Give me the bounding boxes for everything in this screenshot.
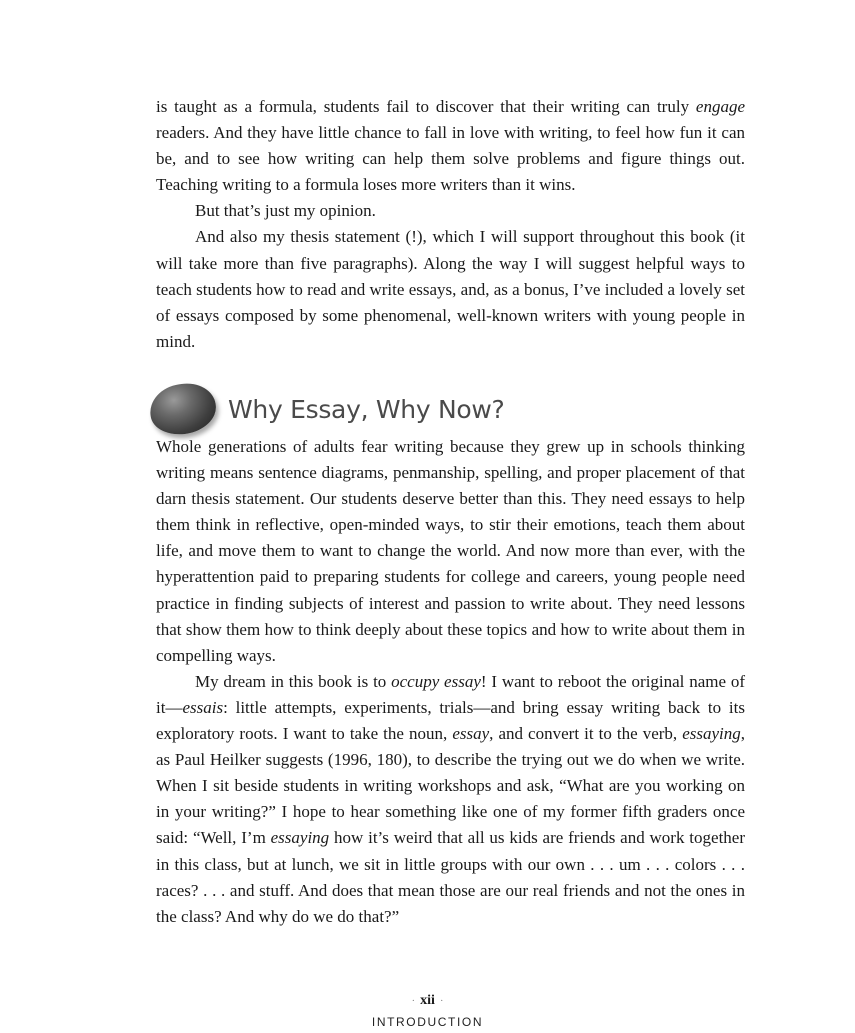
emphasis-text: essaying — [270, 828, 330, 848]
section-title: Why Essay, Why Now? — [228, 394, 505, 424]
text-run: is taught as a formula, students fail to discover that their writing can truly — [156, 97, 696, 116]
dot-icon: · — [411, 995, 416, 1007]
dot-icon: · — [439, 995, 444, 1007]
text-run: , as Paul Heilker suggests (1996, 180), to describe the trying out we do when we write. When I sit beside students in writing workshops and ask, “What are you working on in your writing?” I hope to hear something like one of my former fifth graders once said: “Well, I’m — [156, 724, 746, 848]
text-run: readers. And they have little chance to fall in love with writing, to feel how fun it can be, and to see how writing can help them solve problems and figure things out. Teaching writing to a formula loses more writers than it wins. — [156, 123, 745, 195]
stone-icon — [147, 380, 219, 439]
emphasis-text: essais — [182, 697, 224, 717]
page-number-text: xii — [420, 993, 435, 1008]
body-text-bottom — [156, 434, 745, 930]
emphasis-text: essaying — [682, 724, 741, 744]
page-number — [0, 993, 855, 1009]
paragraph-generations: Whole generations of adults fear writing because they grew up in schools thinking writing means sentence diagrams, penmanship, spelling, and proper placement of that darn thesis statement. Our students deserve better than this. They need essays to help them think in reflective, open-minded ways, to stir their emotions, teach them about life, and move them to want to change the world. And now more than ever, with the hyperattention paid to preparing students for college and careers, young people need practice in finding subjects of interest and passion to write about. They need lessons that show them how to think deeply about these topics and how to write about them in compelling ways. — [156, 437, 745, 665]
text-run: : little attempts, experiments, trials—and bring essay writing back to its exploratory roots. I want to take the noun, — [156, 697, 745, 744]
section-heading — [150, 376, 504, 442]
paragraph-opinion: But that’s just my opinion. — [195, 201, 376, 221]
text-run: , and convert it to the verb, — [489, 724, 683, 744]
paragraph-dream — [156, 669, 745, 930]
paragraph-thesis: And also my thesis statement (!), which I will support throughout this book (it will take more than five paragraphs). Along the way I will suggest helpful ways to teach students how to read and write essays, and, as a bonus, I’ve included a lovely set of essays composed by some phenomenal, well-known writers with young people in mind. — [156, 227, 745, 351]
running-footer: INTRODUCTION — [371, 1015, 484, 1029]
text-run: My dream in this book is to — [195, 671, 392, 691]
text-run: ! I want to reboot the original name of it— — [156, 671, 745, 717]
emphasis-text: engage — [695, 97, 745, 116]
text-run: how it’s weird that all us kids are friends and work together in this class, but at lunch, we sit in little groups with our own . . . um . . . colors . . . races? . . . and stuff. And does that mean those are our real friends and not the ones in the class? And why do we do that?” — [156, 828, 745, 926]
paragraph-formula — [156, 94, 745, 198]
body-text-top — [156, 94, 745, 355]
emphasis-text: occupy essay — [391, 671, 481, 691]
emphasis-text: essay — [452, 724, 490, 744]
